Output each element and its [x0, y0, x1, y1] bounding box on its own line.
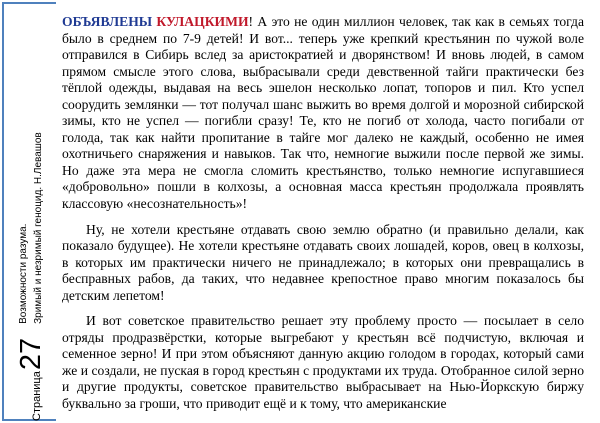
page-sidebar [2, 2, 56, 421]
sidebar-rotated-content [4, 2, 58, 421]
book-info [16, 132, 46, 324]
headline [62, 14, 249, 29]
article-body [62, 14, 584, 422]
headline-part1: ОБЪЯВЛЕНЫ [62, 14, 157, 29]
paragraph-2: Ну, не хотели крестьяне отдавать свою землю обратно (и правильно делали, как показало будущее). Не хотели крестьяне отдавать своих лошадей, коров, овец в колхозы, в которых им практически ничего не принадлежало; в которых они превращались в бесправных рабов, да таких, что недавнее крепостное право многим показалось бы детским лепетом! [62, 221, 584, 303]
paragraph-1-text: ! А это не один миллион человек, так как в семьях тогда было в среднем по 7-9 детей! И вот... теперь уже крепкий крестьянин по чужой воле отправился в Сибирь вслед за аристократией и дворянством! И вновь людей, в самом прямом смысле этого слова, выбрасывали среди девственной тайги практически без тёплой одежды, выдавая на весь эшелон несколько лопат, топоров и пил. Кто успел соорудить землянки — тот получал шанс выжить во время долгой и морозной сибирской зимы, кто не успел — погибли сразу! Те, кто не погиб от холода, часто погибали от голода, так как найти пропитание в тайге мог далеко не каждый, особенно не имея охотничьего снаряжения и навыков. Так что, немногие выжили после первой же зимы. Но даже эта мера не смогла сломить крестьянство, только немногие испугавшиеся «добровольно» пошли в колхозы, а основная масса крестьян продолжала проявлять классовую «несознательность»! [62, 14, 584, 212]
book-subtitle: Зримый и незримый геноцид. Н.Левашов [33, 132, 44, 324]
headline-part2: КУЛАЦКИМИ [156, 14, 249, 29]
book-title: Возможности разума. [18, 223, 29, 324]
paragraph-1 [62, 14, 584, 213]
page-word: Страница [30, 371, 43, 421]
page-number: 27 [14, 337, 47, 371]
page-label [14, 337, 47, 421]
paragraph-3: И вот советское правительство решает эту проблему просто — посылает в село отряды продразвёрстки, которые выгребают у крестьян всё подчистую, включая и семенное зерно! И при этом объясняют данную акцию голодом в городах, который сами же и создали, не пуская в город крестьян с продуктами их труда. Отобранное силой зерно и другие продукты, советское правительство выбрасывает на Нью-Йоркскую биржу буквально за гроши, что приводит ещё и к тому, что американские [62, 313, 584, 412]
